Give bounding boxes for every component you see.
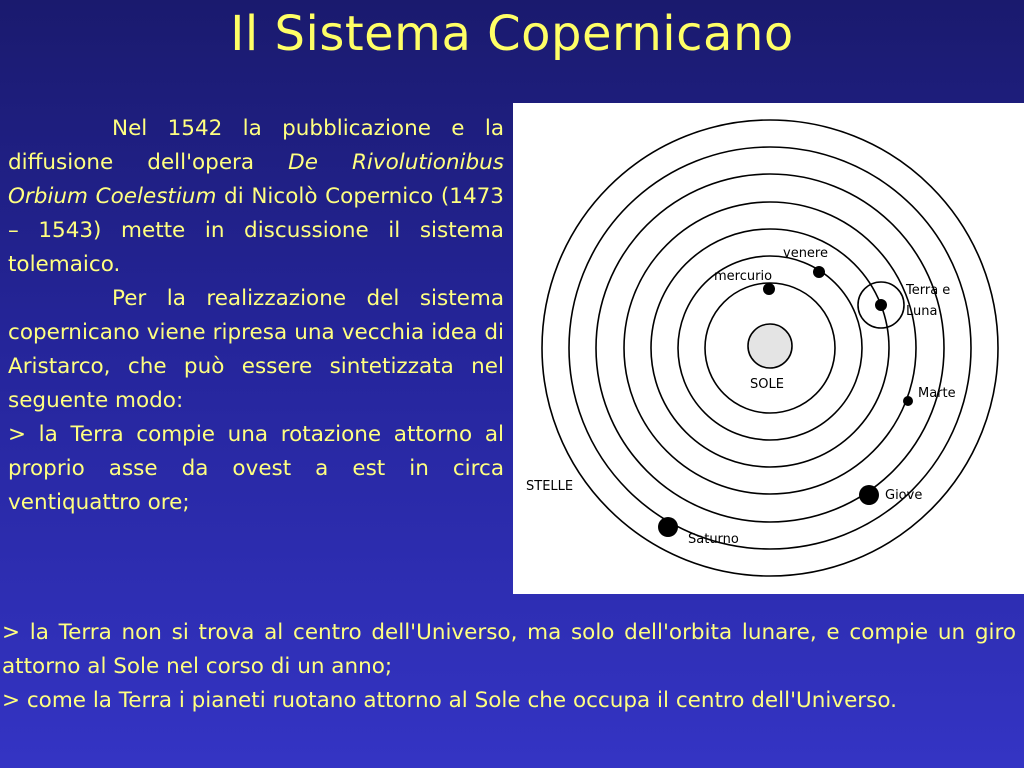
- label-venere: venere: [783, 246, 828, 261]
- bullet-orbit: > la Terra non si trova al centro dell'Universo, ma solo dell'orbita lunare, e compie un giro attorno al Sole nel corso di un anno;: [2, 620, 1016, 679]
- planet-terra: [875, 299, 887, 311]
- copernican-diagram: [513, 103, 1024, 594]
- planet-giove: [859, 485, 879, 505]
- label-marte: Marte: [918, 386, 956, 401]
- planet-saturno: [658, 517, 678, 537]
- bullet-rotation: > la Terra compie una rotazione attorno al proprio asse da ovest a est in circa ventiquattro ore;: [8, 422, 504, 515]
- intro-text: [8, 112, 504, 520]
- sun: [748, 324, 792, 368]
- label-stelle: STELLE: [526, 479, 574, 494]
- label-terra: Terra e: [906, 283, 951, 298]
- planet-marte: [903, 396, 913, 406]
- paragraph-publication: Nel 1542 la pubblicazione e la diffusione dell'opera De Rivolutionibus Orbium Coelestium di Nicolò Copernico (1473 – 1543) mette in discussione il sistema tolemaico.: [8, 116, 505, 277]
- label-saturno: Saturno: [688, 532, 739, 547]
- label-luna: Luna: [906, 304, 938, 319]
- label-sole: SOLE: [750, 377, 784, 392]
- planet-mercurio: [763, 283, 775, 295]
- bullet-heliocentric: > come la Terra i pianeti ruotano attorno al Sole che occupa il centro dell'Universo.: [2, 688, 897, 713]
- conclusion-text: [2, 616, 1016, 718]
- label-giove: Giove: [885, 488, 923, 503]
- book-title: De Rivolutionibus Orbium Coelestium: [8, 150, 505, 209]
- planet-venere: [813, 266, 825, 278]
- slide-title: Il Sistema Copernicano: [230, 6, 794, 62]
- paragraph-aristarco: Per la realizzazione del sistema copernicano viene ripresa una vecchia idea di Aristarco, che può essere sintetizzata nel seguente modo:: [8, 286, 504, 413]
- label-mercurio: mercurio: [714, 269, 773, 284]
- solar-system-svg: [513, 103, 1024, 594]
